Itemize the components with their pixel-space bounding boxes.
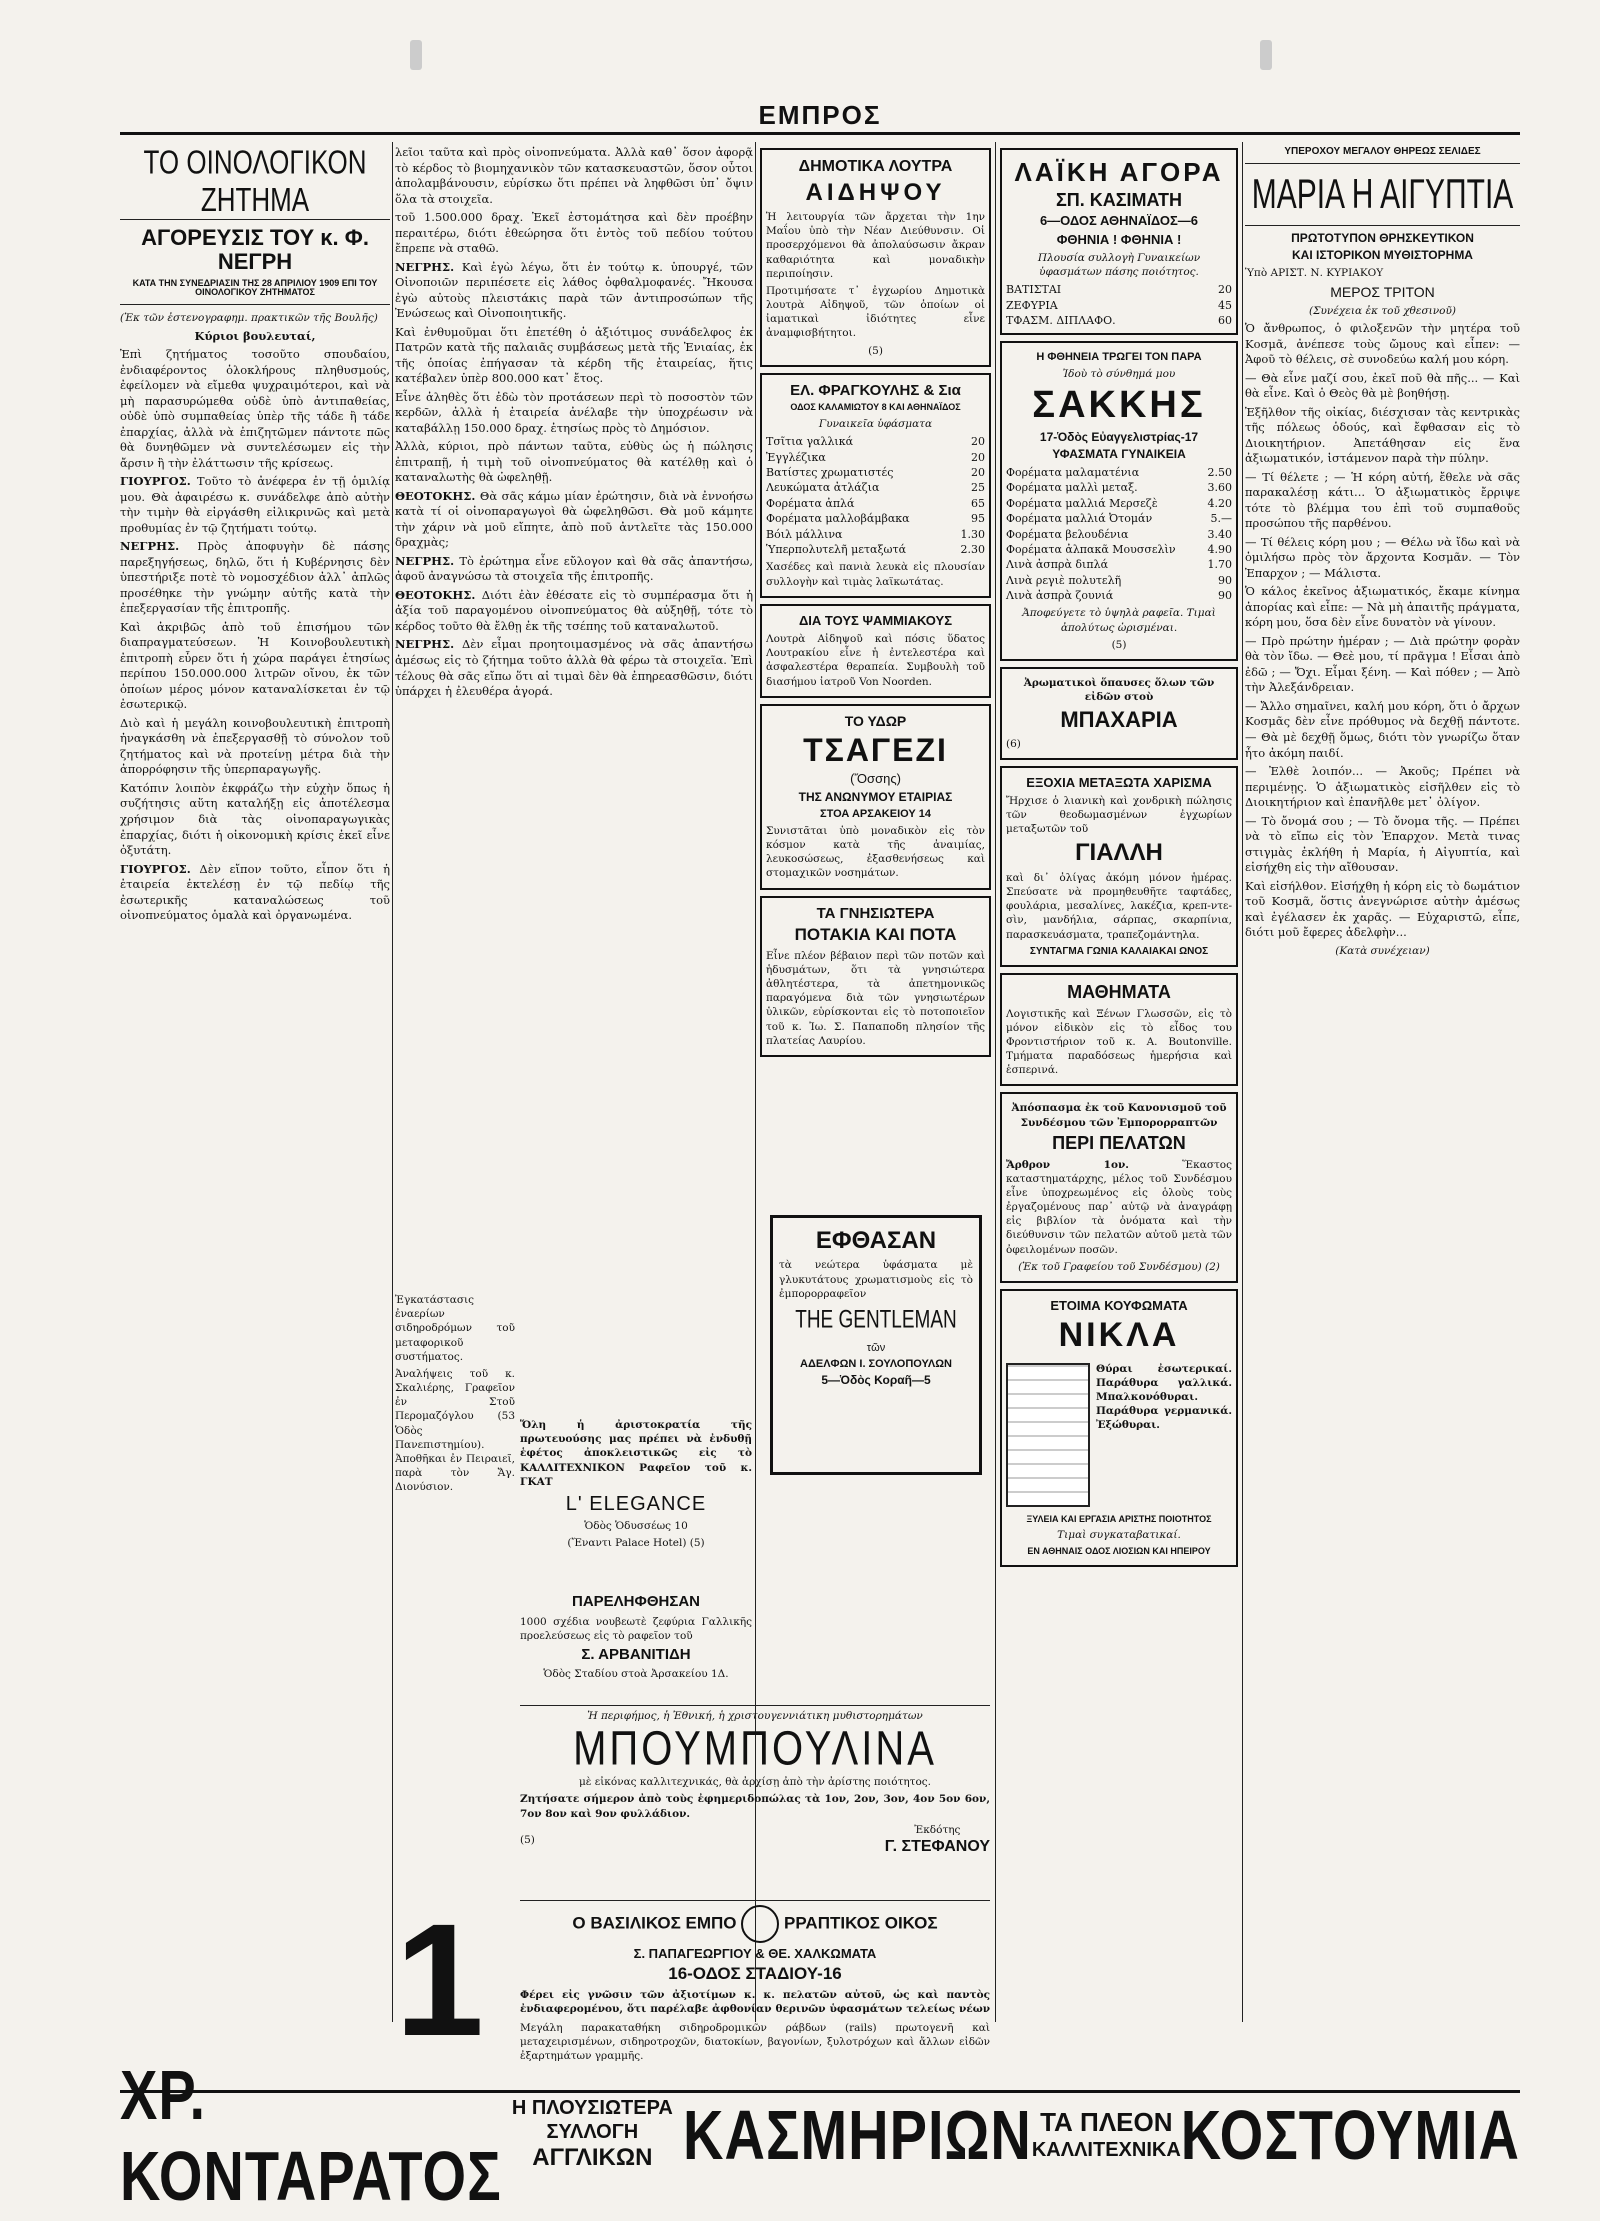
- masthead-title: ΕΜΠΡΟΣ: [758, 100, 882, 130]
- serial-paragraph: Ὁ κάλος ἐκεῖνος ἀξιωματικός, ἔκαμε κίνημα ἀπορίας καὶ εἶπε: — Νὰ μὴ ἀπαιτῆς πράγματα, κόρη μου, ὅσα δὲν εἶνε δυνατὸν νὰ γίνουν.: [1245, 584, 1520, 630]
- serial-paragraph: — Τὸ ὄνομά σου ; — Τὸ ὄνομα τῆς. — Πρέπει νὰ τὸ εἴπω εἰς τὸν Ἐπαρχον. Μετὰ τινας στιγμὰς ἐκλήθη ἡ Μαρία, ἡ Αἰγυπτία, καὶ εἰσήχθη εἰς τὴν αἴθουσαν.: [1245, 813, 1520, 875]
- column-ads-left: [758, 142, 993, 1212]
- item-price: 45: [1218, 298, 1232, 312]
- ad-text: Ἐγκατάστασις ἐναερίων σιδηροδρόμων τοῦ μεταφορικοῦ συστήματος.: [395, 1294, 515, 1363]
- ad-title: ΕΛ. ΦΡΑΓΚΟΥΛΗΣ & Σια: [790, 381, 961, 399]
- item-price: 1.70: [1207, 558, 1232, 572]
- serial-genre: ΚΑΙ ΙΣΤΟΡΙΚΟΝ ΜΥΘΙΣΤΟΡΗΜΑ: [1292, 248, 1473, 263]
- banner-text: ΤΑ ΠΛΕΟΝ: [1040, 2106, 1173, 2137]
- column-article-wine: [120, 142, 390, 2022]
- ad-text: Χασέδες καὶ πανιὰ λευκὰ εἰς πλουσίαν συλλογὴν καὶ τιμὰς λαϊκωτάτας.: [766, 561, 985, 588]
- ad-nikla: [1000, 1289, 1238, 1567]
- ad-subtitle: (Ὄσσης): [850, 771, 901, 787]
- serial-paragraph: — Πρὸ πρώτην ἡμέραν ; — Διὰ πρώτην φορὰν θὰ τὸν ἴδω. — Θεὲ μου, τί πρᾶγμα ! Εἶσαι ἀπὸ ἐδῶ ; — Ὄχι. Εἶμαι ξένη. — Καὶ πόθεν ; — Ἀπὸ τὴν Ἀλεξάνδρειαν.: [1245, 633, 1520, 695]
- ad-rails-detail: [395, 1290, 515, 1890]
- ad-address: 17-Ὁδὸς Εὐαγγελιστρίας-17: [1039, 429, 1199, 444]
- ad-number: (5): [520, 1833, 535, 1846]
- ad-title: ΠΑΡΕΛΗΦΘΗΣΑΝ: [572, 1593, 700, 1610]
- item-name: Φορέματα ἀπλά: [766, 496, 855, 510]
- banner-name: ΧΡ. ΚΟΝΤΑΡΑΤΟΣ: [120, 2054, 502, 2215]
- price-row: [1006, 298, 1232, 313]
- ad-name: L' ELEGANCE: [565, 1492, 707, 1515]
- serial-genre: ΠΡΩΤΟΤΥΠΟΝ ΘΡΗΣΚΕΥΤΙΚΟΝ: [1291, 231, 1474, 245]
- article-paragraph: Δὲν εἴπον τοῦτο, εἶπον ὅτι ἡ ἐταιρεία ἐκτελέσῃ ἐν τῷ πεδίῳ τῆς ἐσωτερικῆς καταναλώσεως τοῦ οἰνοπνεύματος ὁμαλὰ καὶ ὀργανωμένα.: [120, 861, 390, 923]
- ad-title: ΜΑΘΗΜΑΤΑ: [1067, 981, 1171, 1002]
- publisher-label: Ἐκδότης: [914, 1823, 961, 1836]
- speaker-label: ΝΕΓΡΗΣ.: [395, 259, 455, 274]
- publisher-name: Γ. ΣΤΕΦΑΝΟΥ: [884, 1837, 990, 1855]
- item-price: 65: [971, 496, 985, 510]
- ad-address: ΣΥΝΤΑΓΜΑ ΓΩΝΙΑ ΚΑΛΑΙΑΚΑΙ ΩΝΟΣ: [1029, 945, 1209, 957]
- serial-paragraph: Καὶ εἰσήλθον. Εἰσήχθη ἡ κόρη εἰς τὸ δωμάτιον τοῦ Κοσμᾶ, ὅστις ἀνεγνώρισε αὐτὴν ἀμέσως καὶ ἐγέλασεν ἐκ χαρᾶς. — Εὐχαριστῶ, εἶπε, διότι μοῦ ἔφερες ἀδελφὴν...: [1245, 878, 1520, 940]
- ad-name: ΛΑΪΚΗ ΑΓΟΡΑ: [1014, 157, 1224, 187]
- price-list: [1006, 282, 1232, 328]
- column-rule: [1242, 142, 1243, 2022]
- serial-publisher: ΥΠΕΡΟΧΟΥ ΜΕΓΑΛΟΥ ΘΗΡΕΩΣ ΣΕΛΙΔΕΣ: [1284, 146, 1481, 157]
- article-salutation: Κύριοι βουλευταί,: [194, 328, 316, 343]
- item-price: 4.90: [1207, 542, 1232, 556]
- price-list: [766, 434, 985, 557]
- serial-author: Ὑπὸ ΑΡΙΣΤ. Ν. ΚΥΡΙΑΚΟΥ: [1245, 267, 1384, 280]
- price-row: [766, 542, 985, 557]
- article-paragraph: Τοῦτο τὸ ἀνέφερα ἐν τῇ ὁμιλίᾳ μου. Θὰ ἀφαιρέσω κ. συνάδελφε ἀπὸ αὐτὴν τὴν τιμὴν θὰ εἰργάσθη εἰλικρινῶς καὶ μετὰ προθυμίας ἐν τῷ ζητήματι τούτῳ.: [120, 474, 390, 535]
- ad-owner: Σ. ΠΑΠΑΓΕΩΡΓΙΟΥ & ΘΕ. ΧΑΛΚΩΜΑΤΑ: [633, 1946, 877, 1961]
- article-paragraph: Ἀλλὰ, κύριοι, πρὸ πάντων ταῦτα, εὐθὺς ὡς ἡ πώλησις ἐπιτραπῇ, ἡ τιμὴ τοῦ οἰνοπνεύματος θὰ κατέλθῃ καὶ ὁ καταναλωτὴς θὰ ὠφεληθῇ.: [395, 439, 753, 485]
- ad-title: ΜΠΟΥΜΠΟΥΛΙΝΑ: [573, 1722, 937, 1776]
- speaker-label: ΝΕΓΡΗΣ.: [120, 539, 180, 554]
- item-name: ΖΕΦΥΡΙΑ: [1006, 298, 1058, 312]
- serial-paragraph: Ὁ ἄνθρωπος, ὁ φιλοξενῶν τὴν μητέρα τοῦ Κοσμᾶ, ἀνέπεσε τοὺς ὤμους καὶ εἶπεν: — Ἀφοῦ τὸ θέλεις, σὲ συνοδεύω καλή μου κόρη.: [1245, 321, 1520, 367]
- ad-address: 16-ΟΔΟΣ ΣΤΑΔΙΟΥ-16: [668, 1964, 842, 1984]
- article-paragraph: Καὶ ἐγὼ λέγω, ὅτι ἐν τούτῳ κ. ὑπουργέ, τῶν Οἰνοποιῶν περιπέσετε εἰς λάθος ὀφθαλμοφανές. Ἤκουσα ἐγὼ αὐτοὺς πλειστάκις παρὰ τῶν ἀντιπροσώπων τῆς Ἐνώσεως καὶ Οἰνοποιητικῆς.: [395, 259, 753, 321]
- ad-text: Ἡ λειτουργία τῶν ἄρχεται τὴν 1ην Μαΐου ὑπὸ τὴν Νέαν Διεύθυνσιν. Οἱ προσερχόμενοι θὰ ἀπολαύσωσιν ἄκραν καθαριότητα καὶ μοναδικὴν περιποίησιν.: [766, 210, 985, 280]
- column-rule: [995, 142, 996, 2022]
- article-paragraph: Ἐπὶ ζητήματος τοσοῦτο σπουδαίου, ἐνδιαφέροντος ὁλοκλήρους πληθυσμούς, ἐφείλομεν νὰ εἴμεθα ψυχραιμότεροι, καὶ νὰ μὴ παρασυρώμεθα οὐδὲ ὑπὸ ἀντιπαθείας, οὐδὲ ὑπὸ συμπαθείας ὑπὲρ τῆς τάδε ἢ τάδε ἐπαρχίας, ἀλλὰ νὰ ἐπιζητῶμεν πάντοτε πῶς θὰ δυνηθῶμεν νὰ συντελέσωμεν εἰς τὴν ἄρσιν ἢ τὴν ἐλάττωσιν τῆς κρίσεως.: [120, 347, 390, 470]
- ad-heading: ΠΕΡΙ ΠΕΛΑΤΩΝ: [1052, 1132, 1186, 1153]
- article-paragraph: Διὸ καὶ ἡ μεγάλη κοινοβουλευτικὴ ἐπιτροπὴ ἠναγκάσθη νὰ ἐπεξεργασθῇ τὸ σύνολον τοῦ ζητήματος καὶ νὰ προτείνῃ μέτρα διὰ τὴν ἀπορρόφησιν τῆς ὑπερπαραγωγῆς.: [120, 715, 390, 777]
- serial-paragraph: — Τί θέλετε ; — Ἡ κόρη αὐτή, ἔθελε νὰ σᾶς παρακαλέσῃ κάτι... Ὁ ἀξιωματικὸς ἔρριψε τότε τὸ βλέμμα του ἐπὶ τοῦ συμπαθοῦς προσώπου τῆς παρθένου.: [1245, 469, 1520, 531]
- item-price: 90: [1218, 573, 1232, 587]
- ad-address: Ὁδὸς Σταδίου στοὰ Ἀρσακείου 1Δ.: [543, 1668, 729, 1681]
- ad-text: καὶ δι᾽ ὀλίγας ἀκόμη μόνον ἡμέρας. Σπεύσατε νὰ προμηθευθῆτε ταφτάδες, φουλάρια, μεσαλίνες, λακέζια, κρεπ-ντε-σὶν, μανδήλια, σάρπας, σκαρπίνια, παρασκευάσματα, τραπεζομάντηλα.: [1006, 871, 1232, 941]
- ad-slogan: Η ΦΘΗΝΕΙΑ ΤΡΩΓΕΙ ΤΟΝ ΠΑΡΑ: [1036, 350, 1202, 363]
- ad-name: Σ. ΑΡΒΑΝΙΤΙΔΗ: [581, 1645, 691, 1663]
- ad-syndesmos: [1000, 1092, 1238, 1283]
- ad-slogan: ΦΘΗΝΙΑ ! ΦΘΗΝΙΑ !: [1056, 231, 1182, 247]
- ad-text: τὰ νεώτερα ὑφάσματα μὲ γλυκυτάτους χρωματισμοὺς εἰς τὸ ἐμπορορραφεῖον: [779, 1259, 973, 1300]
- ad-text: Πλουσία συλλογὴ Γυναικείων ὑφασμάτων πάσης ποιότητος.: [1037, 251, 1201, 279]
- item-price: 3.60: [1207, 481, 1232, 495]
- ad-text: Ἕκαστος καταστηματάρχης, μέλος τοῦ Συνδέσμου εἶνε ὑποχρεωμένος εἰς ὁλοὺς τοὺς ἐργαζομένους παρ᾽ αὐτῷ νὰ ἀναγράφῃ εἰς βιβλίον τὰ ὀνόματα καὶ τὴν διεύθυνσιν τῶν πελατῶν αὐτοῦ μετὰ τῶν ὀφειλομένων ποσῶν.: [1006, 1158, 1232, 1256]
- item-name: Ἐγγλέζικα: [766, 450, 826, 464]
- ad-title: Ἀπόσπασμα ἐκ τοῦ Κανονισμοῦ τοῦ Συνδέσμου τῶν Ἐμπορορραπτῶν: [1011, 1102, 1227, 1129]
- ad-text: Θύραι ἐσωτερικαί. Παράθυρα γαλλικά. Μπαλκονόθυραι. Παράθυρα γερμανικά. Ἐξώθυραι.: [1096, 1362, 1232, 1432]
- article-subheadline: ΑΓΟΡΕΥΣΙΣ ΤΟΥ κ. Φ. ΝΕΓΡΗ: [141, 225, 369, 275]
- ad-elegance: [520, 1415, 752, 1585]
- item-price: 60: [1218, 314, 1232, 328]
- banner-text: Η ΠΛΟΥΣΙΩΤΕΡΑ ΣΥΛΛΟΓΗ: [511, 2097, 673, 2144]
- ad-mathimata: [1000, 973, 1238, 1087]
- ad-footer: ΞΥΛΕΙΑ ΚΑΙ ΕΡΓΑΣΙΑ ΑΡΙΣΤΗΣ ΠΟΙΟΤΗΤΟΣ: [1026, 1513, 1212, 1524]
- price-row: [766, 496, 985, 511]
- item-price: 20: [971, 466, 985, 480]
- ad-name: THE GENTLEMAN: [795, 1306, 957, 1334]
- ad-title: ΕΦΘΑΣΑΝ: [815, 1227, 937, 1254]
- article-paragraph: Πρὸς ἀποφυγὴν δὲ πάσης παρεξηγήσεως, δηλῶ, ὅτι ἡ Κυβέρνησις δὲν ὑπεστήριξε ποτὲ τὸ νομοσχέδιον ἀλλ᾽ ἀπλῶς προσέθηκε τὴν γνώμην αὐτῆς κατὰ τὴν ἐπεξεργασίαν τῆς ἐπιτροπῆς.: [120, 539, 390, 616]
- pin-hole: [1260, 40, 1272, 70]
- ad-address: 5—Ὁδὸς Κοραῆ—5: [821, 1372, 931, 1387]
- price-row: [1006, 480, 1232, 495]
- speaker-label: ΓΙΟΥΡΓΟΣ.: [120, 861, 191, 876]
- ad-title: ΔΙΑ ΤΟΥΣ ΨΑΜΜΙΑΚΟΥΣ: [798, 612, 953, 628]
- ad-psammiakous: [760, 604, 991, 698]
- ad-text: 1000 σχέδια νουβεωτὲ ζεφύρια Γαλλικῆς προελεύσεως εἰς τὸ ραφεῖον τοῦ: [520, 1615, 752, 1642]
- ad-title: ΔΗΜΟΤΙΚΑ ΛΟΥΤΡΑ: [798, 158, 953, 175]
- ad-title: Ο ΒΑΣΙΛΙΚΟΣ ΕΜΠΟ: [572, 1913, 737, 1933]
- item-price: 20: [971, 450, 985, 464]
- ad-text: Προτιμήσατε τ᾽ ἐγχωρίου Δημοτικὰ λουτρὰ Αἰδηψοῦ, τῶν ὁποίων οἱ ἰαματικαὶ ἰδιότητες εἶνε ἀναμφισβήτητοι.: [766, 284, 985, 340]
- ad-address: (Ἔναντι Palace Hotel): [567, 1537, 687, 1550]
- banner-text: ΑΓΓΛΙΚΩΝ: [532, 2144, 653, 2172]
- ad-title: ΤΟ ΥΔΩΡ: [844, 712, 907, 729]
- item-name: ΤΦΑΣΜ. ΔΙΠΛΑΦΟ.: [1006, 314, 1116, 328]
- item-name: Λινὰ ἀσπρὰ ζουνιά: [1006, 589, 1114, 603]
- item-price: 5.—: [1210, 512, 1232, 526]
- price-row: [1006, 573, 1232, 588]
- price-row: [766, 434, 985, 449]
- item-name: Βατίστες χρωματιστές: [766, 466, 894, 480]
- item-name: Λινὰ ἀσπρὰ διπλά: [1006, 558, 1108, 572]
- banner-product: ΚΟΣΤΟΥΜΙΑ: [1180, 2095, 1520, 2174]
- article-label: Ἄρθρον 1ον.: [1006, 1158, 1129, 1171]
- item-name: Φορέματα μαλλιά Ὀτομάν: [1006, 512, 1153, 526]
- serial-part: ΜΕΡΟΣ ΤΡΙΤΟΝ: [1330, 283, 1435, 300]
- column-rule: [392, 142, 393, 2022]
- ad-text: Λογιστικῆς καὶ Ξένων Γλωσσῶν, εἰς τὸ μόνον εἰδικὸν εἰς τὸ εἶδος του Φροντιστήριον τοῦ κ. Α. Boutonville. Τμήματα παραδόσεως ἡμερήσια καὶ ἑσπερινά.: [1006, 1007, 1232, 1077]
- article-paragraph: Θὰ σᾶς κάμω μίαν ἐρώτησιν, διὰ νὰ ἐννοήσω κατὰ τί οἱ οἰνοπαραγωγοὶ θὰ ὠφεληθῶσι. Θὰ μοῦ κάμητε τὴν χάριν νὰ μοῦ εἴπητε, ἀπὸ ποῦ ἀντλεῖτε τὰς 150.000 δραχμὰς;: [395, 488, 753, 550]
- item-name: Φορέματα μαλλοβάμβακα: [766, 512, 910, 526]
- price-row: [1006, 282, 1232, 297]
- ad-footer: Τιμαὶ συγκαταβατικαί.: [1057, 1529, 1181, 1542]
- item-price: 3.40: [1207, 527, 1232, 541]
- ad-number: (6): [1006, 737, 1021, 750]
- article-dateline: ΚΑΤΑ ΤΗΝ ΣΥΝΕΔΡΙΑΣΙΝ ΤΗΣ 28 ΑΠΡΙΛΙΟΥ 1909 ΕΠΙ ΤΟΥ ΟΙΝΟΛΟΓΙΚΟΥ ΖΗΤΗΜΑΤΟΣ: [132, 277, 378, 298]
- item-name: Φορέματα μαλλιά Μερσεζὲ: [1006, 496, 1158, 510]
- price-row: [1006, 465, 1232, 480]
- item-name: Βόιλ μάλλινα: [766, 527, 843, 541]
- price-row: [1006, 542, 1232, 557]
- banner-product: ΚΑΣΜΗΡΙΩΝ: [683, 2095, 1032, 2174]
- door-illustration-icon: [1006, 1363, 1090, 1507]
- price-row: [766, 465, 985, 480]
- article-intro: (Ἐκ τῶν ἐστενογραφημ. πρακτικῶν τῆς Βουλῆς): [120, 312, 378, 325]
- ad-text: Ἡ περιφήμος, ἡ Ἐθνική, ἡ χριστουγεννιάτικη μυθιστορημάτων: [587, 1710, 923, 1722]
- ad-vasilikos: [520, 1900, 990, 2016]
- speaker-label: ΓΙΟΥΡΓΟΣ.: [120, 474, 191, 489]
- article-paragraph: Διότι ἐὰν ἐθέσατε εἰς τὸ συμπέρασμα ὅτι ἡ ἀξία τοῦ παραγομένου οἰνοπνεύματος θὰ αὐξηθῇ, τότε τὸ κέρδος τοῦτο θὰ ἔλθῃ ἐκ τῆς τσέπης τοῦ καταναλωτοῦ.: [395, 587, 753, 633]
- ad-name: ΤΣΑΓΕΖΙ: [803, 732, 948, 769]
- article-paragraph: Ἐκεῖ ἐστομάτησα καὶ δὲν προέβην περαιτέρω, διότι ἐθεώρησα ὅτι ἐντὸς τοῦ πεδίου τούτου ἔπρεπε νὰ σταθῶ.: [395, 210, 753, 256]
- ad-rails: [520, 2018, 990, 2083]
- serial-title: ΜΑΡΙΑ Η ΑΙΓΥΠΤΙΑ: [1251, 171, 1514, 218]
- serial-paragraph: — Τί θέλεις κόρη μου ; — Θέλω νὰ ἴδω καὶ νὰ ὁμιλήσω πρὸς τὸν ἄρχοντα Κοσμᾶν. — Τὸν Ἐπαρχον ; — Μάλιστα.: [1245, 534, 1520, 580]
- item-price: 1.30: [960, 527, 985, 541]
- price-row: [766, 527, 985, 542]
- ad-category: ΥΦΑΣΜΑΤΑ ΓΥΝΑΙΚΕΙΑ: [1052, 446, 1186, 461]
- serial-paragraph: — Θὰ εἶνε μαζί σου, ἐκεῖ ποῦ θὰ πῆς... — Καὶ θὰ εἶνε. Καὶ ὁ Θεὸς θὰ μὲ βοηθήσῃ.: [1245, 370, 1520, 401]
- ad-number: (5): [868, 344, 883, 357]
- ad-name: ΠΟΤΑΚΙΑ ΚΑΙ ΠΟΤΑ: [794, 925, 957, 945]
- item-price: 2.30: [960, 543, 985, 556]
- price-row: [766, 450, 985, 465]
- price-row: [1006, 511, 1232, 526]
- column-serial-novel: [1245, 142, 1520, 2022]
- item-price: 4.20: [1207, 496, 1232, 510]
- article-paragraph: Καὶ ἐνθυμοῦμαι ὅτι ἐπετέθη ὁ ἀξιότιμος συνάδελφος ἐκ Πατρῶν κατὰ τῆς παλαιᾶς συμβάσεως μετὰ τῆς Ἐνιαίας, ἐκ τῆς ὁποίας ἐπήγασαν τὰ κέρδη τῆς ἐταιρείας, ἥτις κατέβαλεν ὑπὲρ 800.000 κατ᾽ ἔτος.: [395, 324, 753, 386]
- article-paragraph: Καὶ ἀκριβῶς ἀπὸ τοῦ ἐπισήμου τῶν διαπραγματεύσεων. Ἡ Κοινοβουλευτικὴ ἐπιτροπὴ εὗρεν ὅτι ἡ χώρα παράγει ἐτησίως περίπου 150.000.000 λιτρῶν οἴνου, ἐκ τῶν ὁποίων μέρος μόνον καταναλίσκεται ἐν τῷ ἐσωτερικῷ.: [120, 619, 390, 712]
- ad-gialli: [1000, 766, 1238, 967]
- speaker-label: ΝΕΓΡΗΣ.: [395, 553, 455, 568]
- item-name: Φορέματα βελουδένια: [1006, 527, 1129, 541]
- serial-continued: (Κατὰ συνέχειαν): [1335, 944, 1430, 957]
- price-row: [1006, 557, 1232, 572]
- article-paragraph: Κατόπιν λοιπὸν ἐκφράζω τὴν εὐχὴν ὅπως ἡ συζήτησις αὕτη καταλήξῃ εἰς ἀποτέλεσμα χρήσιμον διὰ τὰς οἰνοπαραγωγικὰς ἐπαρχίας, διότι ἡ οἰκονομικὴ κρίσις ἐκεῖ εἶνε ὀξυτάτη.: [120, 780, 390, 858]
- serial-paragraph: — Ἄλλο σημαῖνει, καλή μου κόρη, ὅτι ὁ ἄρχων Κοσμᾶς δὲν εἶνε πρόθυμος νὰ δεχθῇ πάντοτε. — Θὰ μὲ δεχθῇ ὅμως, διότι τὸν γνωρίζω ὅταν ἦτο ἀκόμη παιδί.: [1245, 698, 1520, 760]
- item-price: 20: [1218, 283, 1232, 297]
- ad-fragoulis: [760, 373, 991, 598]
- serial-continued: (Συνέχεια ἐκ τοῦ χθεσινοῦ): [1309, 304, 1456, 317]
- price-row: [1006, 496, 1232, 511]
- ad-address: Ἀναλήψεις τοῦ κ. Σκαλιέρης, Γραφεῖον ἐν Στοῦ Περομαζόγλου (53 Ὁδὸς Πανεπιστημίου). Ἀποθῆκαι ἐν Πειραιεῖ, παρὰ τὸν Ἄγ. Διονύσιον.: [395, 1367, 515, 1494]
- item-price: 95: [971, 512, 985, 526]
- ad-title: ΕΞΟΧΙΑ ΜΕΤΑΞΩΤΑ ΧΑΡΙΣΜΑ: [1026, 774, 1212, 790]
- speaker-label: ΘΕΟΤΟΚΗΣ.: [395, 488, 476, 503]
- column-ads-right: [998, 142, 1240, 2022]
- article-paragraph: λεῖοι ταῦτα καὶ πρὸς οἰνοπνεύματα. Ἀλλὰ καθ᾽ ὅσον ἀφορᾷ τὸ κέρδος τὸ βιομηχανικὸν τῶν κατασκευαστῶν, ὅσον οὗτοι ἀπολαμβάνουσιν, εὑρίσκω ὅτι πρέπει νὰ ληφθῶσι ὑπ᾽ ὄψιν ὅλα τὰ στοιχεῖα.: [395, 145, 753, 206]
- bottom-banner: [120, 2054, 1520, 2215]
- serial-paragraph: — Ἐλθὲ λοιπόν... — Ἀκοῦς; Πρέπει νὰ περιμένῃς. Ὁ ἀξιωματικὸς εἰσῆλθεν εἰς τὸ Διοικητήριον καὶ ἐπανῆλθε μετ᾽ ὀλίγον.: [1245, 764, 1520, 810]
- royal-crest-icon: [741, 1905, 779, 1943]
- ad-text: Ὅλη ἡ ἀριστοκρατία τῆς πρωτευούσης μας πρέπει νὰ ἐνδυθῇ ἑφέτος ἀποκλειστικῶς εἰς τὸ ΚΑΛΛΙΤΕΧΝΙΚΟΝ Ραφεῖον τοῦ κ. ΓΚΑΤ: [520, 1419, 752, 1488]
- item-name: Φορέματα μαλλὶ μεταξ.: [1006, 481, 1138, 495]
- column-article-cont: [395, 142, 753, 1422]
- ad-footer: (Ἐκ τοῦ Γραφείου τοῦ Συνδέσμου) (2): [1018, 1260, 1220, 1273]
- serial-paragraph: Ἐξῆλθον τῆς οἰκίας, διέσχισαν τὰς κεντρικὰς τῆς πόλεως ὁδούς, καὶ ἔφθασαν εἰς τὸ Διοικητήριον. Ἀπετάθησαν εἰς ἕνα ἀξιωματικόν, ἱστάμενον παρὰ τὴν πύλην.: [1245, 404, 1520, 466]
- ad-baharia: [1000, 667, 1238, 760]
- masthead-rule: [120, 132, 1520, 135]
- item-name: ΒΑΤΙΣΤΑΙ: [1006, 283, 1062, 297]
- ad-title: ΡΡΑΠΤΙΚΟΣ ΟΙΚΟΣ: [784, 1913, 938, 1933]
- item-name: Λευκώματα ἀτλάζια: [766, 481, 880, 495]
- ad-text: Ἀποφεύγετε τὸ ὑψηλὰ ραφεῖα. Τιμαὶ ἀπολύτως ὡρισμέναι.: [1022, 607, 1216, 634]
- ad-subtitle: Γυναικεῖα ὑφάσματα: [818, 418, 933, 431]
- ad-name: ΝΙΚΛΑ: [1058, 1316, 1180, 1355]
- item-price: 90: [1218, 589, 1232, 603]
- item-price: 20: [971, 435, 985, 449]
- ad-boumpoulina: [520, 1705, 990, 1896]
- ad-text: Ἤρχισε ὁ λιανικὴ καὶ χονδρικὴ πώλησις τῶν θεοδωμασμένων ἐγχωρίων μεταξωτῶν τοῦ: [1006, 794, 1232, 836]
- masthead: [120, 100, 1520, 130]
- ad-owner: ΣΠ. ΚΑΣΙΜΑΤΗ: [1055, 189, 1183, 210]
- item-price: 25: [971, 481, 985, 495]
- banner-text: ΚΑΛΛΙΤΕΧΝΙΚΑ: [1031, 2139, 1181, 2162]
- ad-number: (5): [689, 1537, 705, 1550]
- ad-title: ΤΑ ΓΝΗΣΙΩΤΕΡΑ: [816, 904, 935, 922]
- ad-text: Φέρει εἰς γνῶσιν τῶν ἀξιοτίμων κ. κ. πελατῶν αὐτοῦ, ὡς καὶ παντὸς ἐνδιαφερομένου, ὅτι παρέλαβε ἀφθονίαν θερινῶν ὑφασμάτων τελείως νέων: [520, 1988, 990, 2016]
- article-paragraph: Εἶνε ἀληθὲς ὅτι ἐδὼ τὸν προτάσεων περὶ τὸ ποσοστὸν τῶν κερδῶν, ἀλλὰ ἡ ἐταιρεία ἀνέλαβε τὴν ὑποχρέωσιν νὰ καταβάλλῃ 150.000 δραχ. ἐτησίως πρὸς τὸ Δημόσιον.: [395, 389, 753, 435]
- ad-gentleman: [770, 1215, 982, 1475]
- ad-name: ΜΠΑΧΑΡΙΑ: [1060, 707, 1178, 733]
- ad-baths: [760, 148, 991, 367]
- item-name: Τσῖτια γαλλικά: [766, 435, 854, 449]
- ad-digit: 1: [395, 1900, 484, 2069]
- ad-name: ΑΙΔΗΨΟΥ: [805, 178, 946, 206]
- item-price: 2.50: [1207, 465, 1232, 479]
- article-paragraph: Τὸ ἐρώτημα εἶνε εὔλογον καὶ θὰ σᾶς ἀπαντήσω, ἀφοῦ ἀναγνώσω τὰ στοιχεῖα τῆς ἐπιτροπῆς.: [395, 553, 753, 584]
- ad-name: ΓΙΑΛΛΗ: [1075, 839, 1163, 867]
- ad-address: ΕΝ ΑΘΗΝΑΙΣ ΟΔΟΣ ΛΙΟΣΙΩΝ ΚΑΙ ΗΠΕΙΡΟΥ: [1027, 1545, 1211, 1556]
- price-row: [1006, 527, 1232, 542]
- item-name: Ὑπερπολυτελῆ μεταξωτά: [766, 543, 907, 556]
- ad-text: Ζητήσατε σήμερον ἀπὸ τοὺς ἐφημεριδοπώλας τὰ 1ον, 2ον, 3ον, 4ον 5ον 6ον, 7ον 8ον καὶ 9ον φυλλάδιον.: [520, 1793, 990, 1820]
- ad-title: ΕΤΟΙΜΑ ΚΟΥΦΩΜΑΤΑ: [1050, 1297, 1188, 1313]
- ad-parelifthisan: [520, 1590, 752, 1700]
- ad-number: (5): [1111, 638, 1127, 651]
- ad-text: μὲ εἰκόνας καλλιτεχνικάς, θὰ ἀρχίσῃ ἀπὸ τὴν ἀρίστης ποιότητος.: [578, 1776, 932, 1789]
- ad-address: ΣΤΟΑ ΑΡΣΑΚΕΙΟΥ 14: [819, 807, 931, 820]
- ad-company: ΤΗΣ ΑΝΩΝΥΜΟΥ ΕΤΑΙΡΙΑΣ: [798, 789, 953, 804]
- ad-text: Μεγάλη παρακαταθήκη σιδηροδρομικῶν ράβδων (rails) πρωτογενῆ καὶ μεταχειρισμένων, σιδηροτροχῶν, διατοκίων, βαγονίων, ξυλοτρόχων καὶ ἄλλων εἰδῶν ἐξαρτημάτων γραμμῆς.: [520, 2022, 990, 2063]
- ad-subtitle: Ἰδοὺ τὸ σύνθημά μου: [1062, 367, 1176, 380]
- ad-potakia: [760, 896, 991, 1057]
- speaker-label: ΘΕΟΤΟΚΗΣ.: [395, 587, 476, 602]
- item-name: Φορέματα ἀλπακᾶ Μουσσελὶν: [1006, 542, 1176, 556]
- speaker-label: ΝΕΓΡΗΣ.: [395, 637, 455, 652]
- ad-laiki-agora: [1000, 148, 1238, 335]
- article-paragraph: Δὲν εἶμαι προητοιμασμένος νὰ σᾶς ἀπαντήσω ἀμέσως εἰς τὸ ζήτημα τοῦτο ἀλλὰ θὰ φέρω τὰ στοιχεῖα. Ἐπὶ τέλους θὰ σᾶς εἴπω ὅτι αἱ τιμαὶ δὲν θὰ ἐπηρεασθῶσιν, διότι ὑπάρχει ἡ ἐλευθέρα ἀγορά.: [395, 637, 753, 699]
- price-list: [1006, 465, 1232, 604]
- price-row: [766, 511, 985, 526]
- ad-text: Εἶνε πλέον βέβαιον περὶ τῶν ποτῶν καὶ ἡδυσμάτων, ὅτι τὰ γνησιώτερα ἀθλητέστερα, τὰ ἀπετημονικῶς παραγόμενα διὰ τῶν γνησιωτέρων ὑλικῶν, εὑρίσκονται εἰς τὸ ποτοποιεῖον τοῦ κ. Ἰω. Σ. Παπαποδη πλησίον τῆς πλατείας Λαυρίου.: [766, 949, 985, 1047]
- item-name: Λινὰ ρεγιὲ πολυτελῆ: [1006, 573, 1122, 587]
- ad-address: Ὁδὸς Ὁδυσσέως 10: [584, 1519, 688, 1532]
- pin-hole: [410, 40, 422, 70]
- price-row: [1006, 588, 1232, 603]
- ad-sakkis: [1000, 341, 1238, 661]
- ad-text: Ἀρωματικοὶ ὅπαυσες ὅλων τῶν εἰδῶν στοὺ: [1023, 676, 1215, 704]
- ad-address: ΟΔΟΣ ΚΑΛΑΜΙΩΤΟΥ 8 ΚΑΙ ΑΘΗΝΑΪΔΟΣ: [790, 402, 961, 413]
- ad-name: ΣΑΚΚΗΣ: [1032, 383, 1206, 426]
- article-headline: ΤΟ ΟΙΝΟΛΟΓΙΚΟΝ ΖΗΤΗΜΑ: [143, 142, 367, 219]
- ad-text: τῶν: [866, 1341, 886, 1354]
- amount: τοῦ 1.500.000 δραχ.: [395, 210, 524, 225]
- ad-text: Συνιστᾶται ὑπὸ μοναδικὸν εἰς τὸν κόσμον κατὰ τῆς ἀναιμίας, λευκοσώσεως, ἐξασθενήσεως καὶ στομαχικῶν νοσημάτων.: [766, 824, 985, 880]
- price-row: [766, 480, 985, 495]
- price-row: [1006, 313, 1232, 328]
- ad-tsagezi: [760, 704, 991, 890]
- ad-owners: ΑΔΕΛΦΩΝ Ι. ΣΟΥΛΟΠΟΥΛΩΝ: [800, 1357, 952, 1370]
- item-name: Φορέματα μαλαματένια: [1006, 465, 1140, 479]
- ad-text: Λουτρὰ Αἰδηψοῦ καὶ πόσις ὕδατος Λουτρακίου εἶνε ἡ ἐντελεστέρα καὶ ἀσφαλεστέρα θεραπεία. Συμβουλὴ τοῦ διασήμου ἰατροῦ Von Noorden.: [766, 633, 985, 688]
- ad-address: 6—ΟΔΟΣ ΑΘΗΝΑΪΔΟΣ—6: [1039, 213, 1199, 229]
